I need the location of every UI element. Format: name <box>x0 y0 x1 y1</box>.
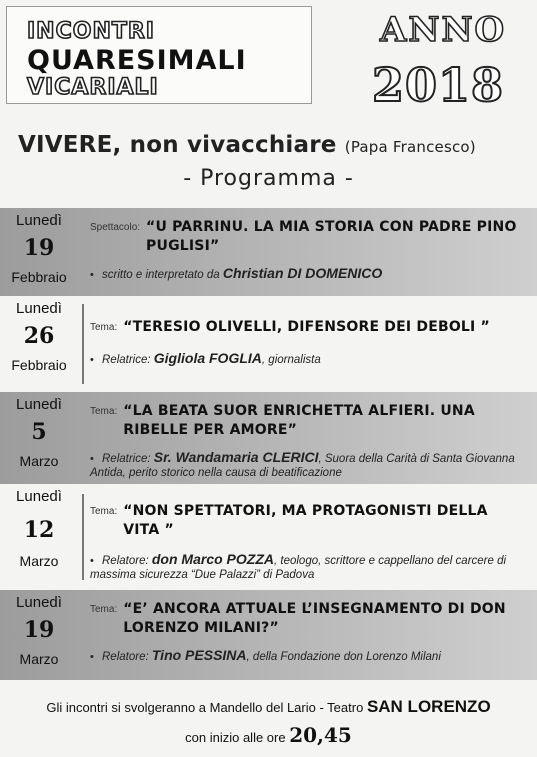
event-day: Lunedì <box>16 300 62 317</box>
event-speaker-name: Gigliola FOGLIA <box>153 350 262 366</box>
event-topic-label: Tema: <box>90 604 118 615</box>
event-topic-label: Tema: <box>90 506 118 517</box>
event-title: “LA BEATA SUOR ENRICHETTA ALFIERI. UNA RIBELLE PER AMORE” <box>123 403 475 438</box>
event-topic-label: Tema: <box>90 406 118 417</box>
bullet-icon: • <box>90 269 94 281</box>
footer-venue: SAN LORENZO <box>366 697 491 716</box>
event-content <box>90 600 528 664</box>
event-role: Relatrice: <box>102 354 151 366</box>
event-speaker-desc: , teologo, scrittore e cappellano del carcere di massima sicurezza “Due Palazzi” di Padova <box>90 555 507 581</box>
footer-time: 20,45 <box>289 723 352 747</box>
programma-heading: - Programma - <box>183 166 354 191</box>
event-item <box>0 392 537 484</box>
event-title: “U PARRINU. LA MIA STORIA CON PADRE PINO PUGLISI” <box>146 219 517 254</box>
event-title: “E’ ANCORA ATTUALE L’INSEGNAMENTO DI DON LORENZO MILANI?” <box>123 601 506 636</box>
year: 2018 <box>372 58 505 112</box>
bullet-icon: • <box>90 354 94 366</box>
row-divider <box>82 304 84 384</box>
event-content <box>90 218 528 282</box>
event-title: “NON SPETTATORI, MA PROTAGONISTI DELLA VITA ” <box>123 503 488 538</box>
header-line-1: INCONTRI <box>27 19 155 44</box>
event-day: Lunedì <box>16 594 62 611</box>
motto <box>18 132 476 158</box>
event-date <box>0 296 78 373</box>
motto-title: VIVERE, non vivacchiare <box>18 132 337 158</box>
footer-text-1: Gli incontri si svolgeranno a Mandello del Lario - Teatro <box>46 700 364 715</box>
event-role: Relatrice: <box>102 453 151 465</box>
event-month: Marzo <box>19 553 59 569</box>
event-date <box>0 590 78 667</box>
event-role: Relatore: <box>102 651 149 663</box>
event-speaker <box>90 450 528 480</box>
event-month: Marzo <box>19 651 59 667</box>
header-box <box>6 6 312 104</box>
footer-venue-line <box>0 697 537 717</box>
event-daynum: 12 <box>23 517 55 543</box>
event-content <box>90 318 528 367</box>
event-topic-label: Tema: <box>90 322 118 333</box>
event-month: Marzo <box>19 453 59 469</box>
event-date <box>0 392 78 469</box>
event-topic-label: Spettacolo: <box>90 222 141 233</box>
event-item <box>0 590 537 680</box>
event-role: scritto e interpretato da <box>102 269 220 281</box>
event-content <box>90 502 528 582</box>
motto-attribution: (Papa Francesco) <box>344 138 476 156</box>
footer-time-line <box>0 723 537 747</box>
header-line-3: VICARIALI <box>27 75 159 100</box>
event-speaker-name: Sr. Wandamaria CLERICI <box>153 449 319 465</box>
anno-label: ANNO <box>380 10 507 50</box>
event-daynum: 5 <box>31 419 47 445</box>
header-line-2: QUARESIMALI <box>27 45 247 76</box>
event-speaker-name: don Marco POZZA <box>151 551 274 567</box>
event-daynum: 26 <box>23 323 55 349</box>
bullet-icon: • <box>90 555 94 567</box>
event-item <box>0 208 537 296</box>
event-speaker-name: Christian DI DOMENICO <box>222 265 383 281</box>
event-date <box>0 208 78 285</box>
event-date <box>0 484 78 569</box>
event-speaker <box>90 351 528 367</box>
bullet-icon: • <box>90 453 94 465</box>
bullet-icon: • <box>90 651 94 663</box>
event-speaker <box>90 552 528 582</box>
event-day: Lunedì <box>16 488 62 505</box>
event-day: Lunedì <box>16 212 62 229</box>
event-daynum: 19 <box>23 617 55 643</box>
row-divider <box>82 494 84 580</box>
event-title: “TERESIO OLIVELLI, DIFENSORE DEI DEBOLI ” <box>123 319 490 335</box>
event-speaker-name: Tino PESSINA <box>151 647 247 663</box>
event-speaker-desc: , giornalista <box>261 354 321 366</box>
event-daynum: 19 <box>23 235 55 261</box>
event-speaker <box>90 266 528 282</box>
event-content <box>90 402 528 480</box>
event-day: Lunedì <box>16 396 62 413</box>
event-role: Relatore: <box>102 555 149 567</box>
event-month: Febbraio <box>11 357 67 373</box>
event-speaker <box>90 648 528 664</box>
event-month: Febbraio <box>11 269 67 285</box>
event-item <box>0 296 537 392</box>
event-item <box>0 484 537 590</box>
footer-text-2: con inizio alle ore <box>185 730 286 745</box>
event-speaker-desc: , Suora della Carità di Santa Giovanna Antida, perito storico nella causa di beatificazione <box>90 453 515 479</box>
event-speaker-desc: , della Fondazione don Lorenzo Milani <box>246 651 441 663</box>
